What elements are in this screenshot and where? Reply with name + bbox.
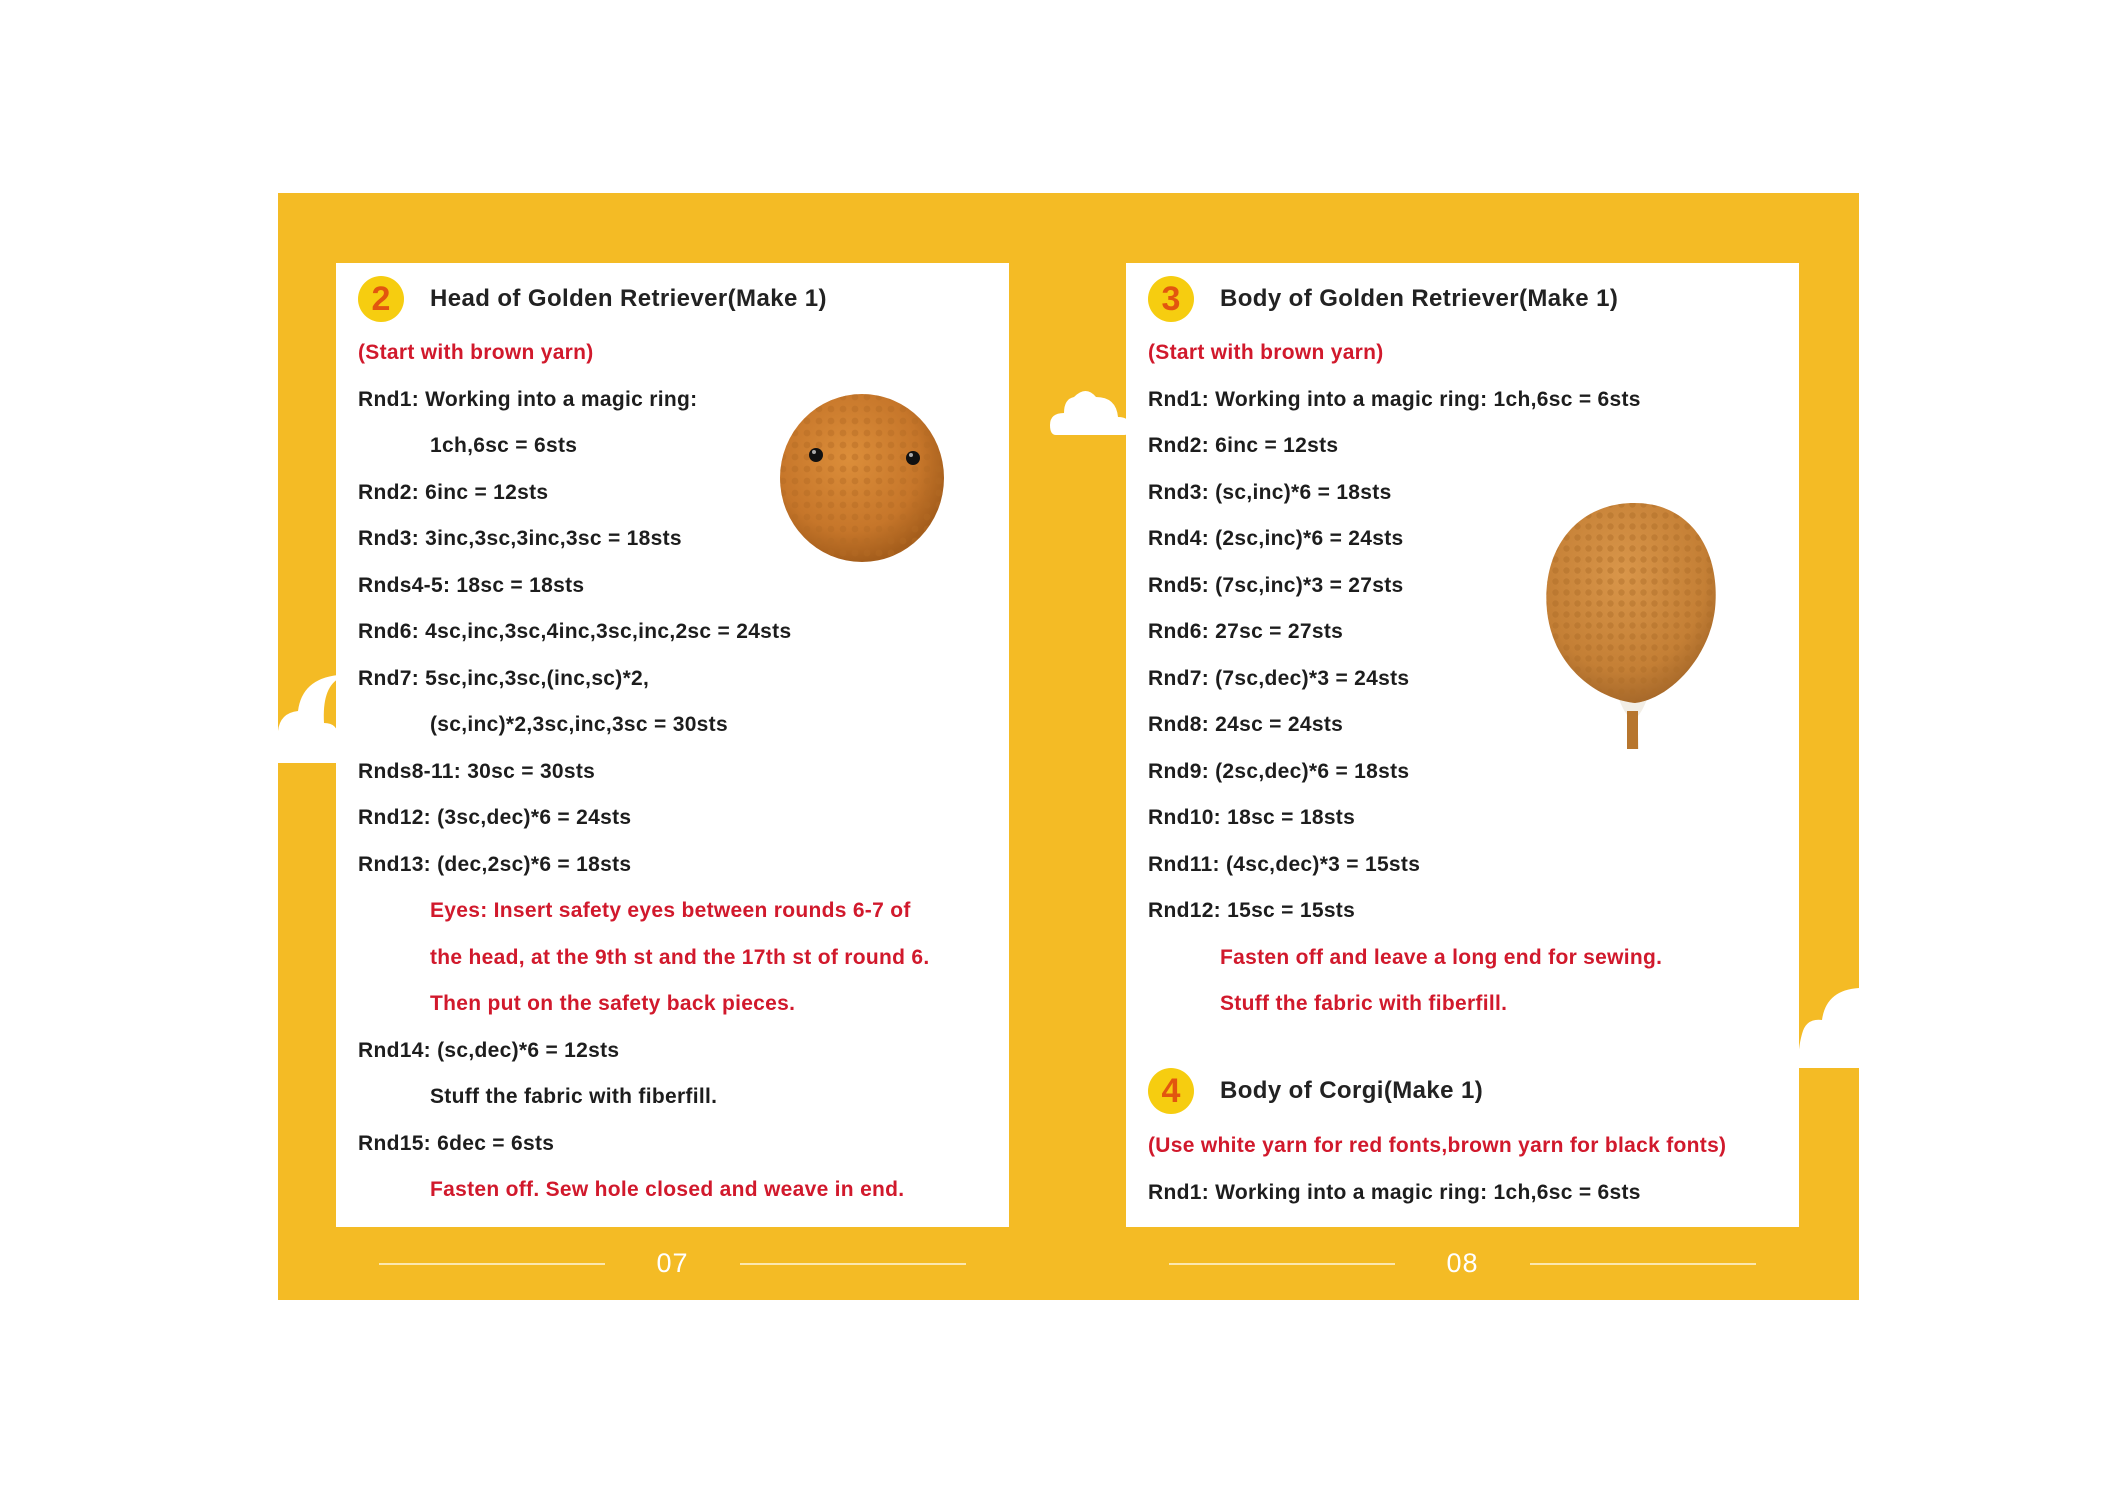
instruction-line: Rnd1: Working into a magic ring: 1ch,6sc = 6sts: [1148, 1180, 1641, 1204]
instruction-line: Rnd5: (7sc,inc)*3 = 27sts: [1148, 573, 1404, 597]
footer-rule: [379, 1263, 605, 1265]
instruction-line: Rnd2: 6inc = 12sts: [358, 480, 549, 504]
instruction-line: the head, at the 9th st and the 17th st of round 6.: [430, 945, 930, 969]
section-title: Body of Golden Retriever(Make 1): [1220, 285, 1619, 312]
section-4-header: [1148, 1068, 1483, 1114]
instruction-line: Rnds4-5: 18sc = 18sts: [358, 573, 585, 597]
instruction-line: Eyes: Insert safety eyes between rounds 6-7 of: [430, 899, 911, 922]
instruction-line: Rnd15: 6dec = 6sts: [358, 1131, 555, 1155]
instruction-line: (Start with brown yarn): [358, 341, 594, 364]
instruction-line: Rnd9: (2sc,dec)*6 = 18sts: [1148, 759, 1410, 783]
instruction-line: Rnd11: (4sc,dec)*3 = 15sts: [1148, 852, 1421, 876]
instruction-line: (Start with brown yarn): [1148, 341, 1384, 364]
instruction-line: (Use white yarn for red fonts,brown yarn for black fonts): [1148, 1134, 1727, 1157]
footer-rule: [1169, 1263, 1395, 1265]
right-page: [1126, 263, 1799, 1227]
instruction-line: Rnds8-11: 30sc = 30sts: [358, 759, 596, 783]
right-page-footer: [1126, 1227, 1799, 1300]
left-page-footer: [336, 1227, 1009, 1300]
page-number: 07: [656, 1248, 689, 1278]
instruction-line: Rnd13: (dec,2sc)*6 = 18sts: [358, 852, 632, 876]
section-number-badge: 2: [358, 276, 404, 322]
yellow-spread-background: [278, 193, 1859, 1300]
instruction-line: Rnd3: (sc,inc)*6 = 18sts: [1148, 480, 1392, 504]
instruction-line: Rnd12: 15sc = 15sts: [1148, 899, 1356, 922]
instruction-line: Rnd10: 18sc = 18sts: [1148, 806, 1356, 829]
instruction-line: Rnd7: (7sc,dec)*3 = 24sts: [1148, 666, 1410, 690]
cloud-center: [1050, 389, 1130, 437]
instruction-line: Stuff the fabric with fiberfill.: [1220, 992, 1508, 1015]
instruction-line: Stuff the fabric with fiberfill.: [430, 1085, 718, 1108]
body-photo: [1539, 499, 1724, 749]
instruction-line: Rnd4: (2sc,inc)*6 = 24sts: [1148, 527, 1404, 550]
instruction-line: Rnd8: 24sc = 24sts: [1148, 713, 1344, 736]
section-3-header: [1148, 276, 1618, 322]
instruction-line: Fasten off. Sew hole closed and weave in end.: [430, 1178, 905, 1201]
instruction-line: Rnd6: 27sc = 27sts: [1148, 620, 1344, 643]
cloud-left-edge: [278, 675, 338, 765]
section-number-badge: 4: [1148, 1068, 1194, 1114]
section-2-header: [358, 276, 827, 322]
page-number: 08: [1446, 1248, 1479, 1278]
instruction-line: (sc,inc)*2,3sc,inc,3sc = 30sts: [430, 713, 728, 736]
footer-rule: [740, 1263, 966, 1265]
instruction-line: Rnd1: Working into a magic ring:: [358, 387, 698, 411]
section-title: Head of Golden Retriever(Make 1): [430, 285, 827, 312]
instruction-line: 1ch,6sc = 6sts: [430, 434, 578, 457]
instruction-line: Then put on the safety back pieces.: [430, 992, 796, 1015]
instruction-line: Rnd3: 3inc,3sc,3inc,3sc = 18sts: [358, 527, 682, 550]
instruction-line: Rnd6: 4sc,inc,3sc,4inc,3sc,inc,2sc = 24sts: [358, 620, 792, 643]
instruction-line: Fasten off and leave a long end for sewing.: [1220, 945, 1663, 969]
section-number-badge: 3: [1148, 276, 1194, 322]
instruction-line: Rnd12: (3sc,dec)*6 = 24sts: [358, 806, 632, 829]
section-title: Body of Corgi(Make 1): [1220, 1077, 1484, 1104]
instruction-line: Rnd1: Working into a magic ring: 1ch,6sc = 6sts: [1148, 387, 1641, 411]
instruction-line: Rnd7: 5sc,inc,3sc,(inc,sc)*2,: [358, 666, 650, 690]
footer-rule: [1530, 1263, 1756, 1265]
instruction-line: Rnd2: 6inc = 12sts: [1148, 434, 1339, 457]
cloud-right-edge: [1798, 988, 1859, 1068]
left-page: [336, 263, 1009, 1227]
instruction-line: Rnd14: (sc,dec)*6 = 12sts: [358, 1038, 620, 1062]
head-photo: [777, 391, 947, 563]
